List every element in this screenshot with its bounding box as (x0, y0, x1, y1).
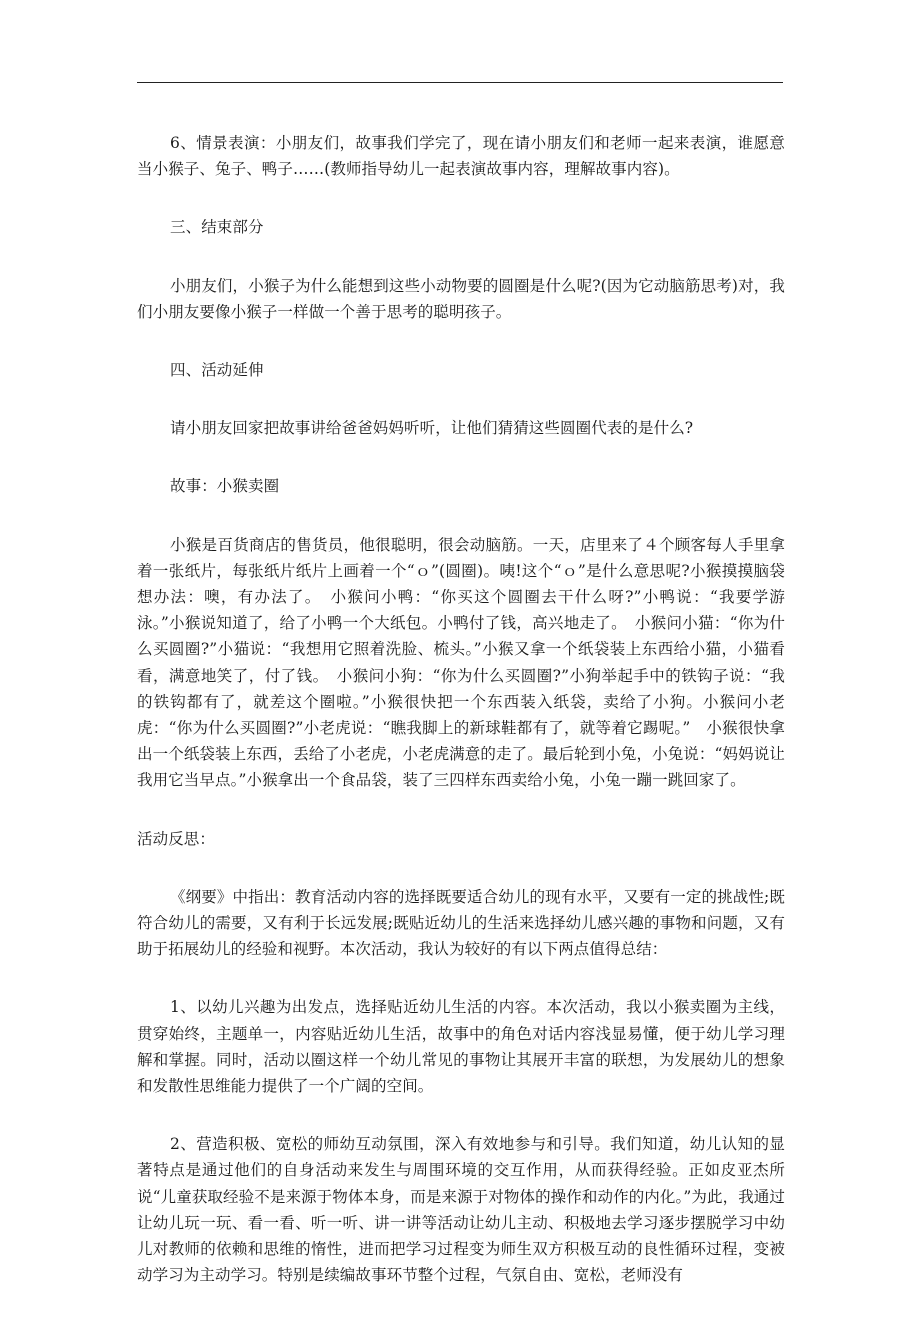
paragraph-ending: 小朋友们，小猴子为什么能想到这些小动物要的圆圈是什么呢?(因为它动脑筋思考)对，我们小朋友要像小猴子一样做一个善于思考的聪明孩子。 (137, 276, 785, 321)
paragraph-extension: 请小朋友回家把故事讲给爸爸妈妈听听，让他们猜猜这些圆圈代表的是什么? (170, 419, 694, 438)
section-heading-ending: 三、结束部分 (170, 218, 264, 237)
story-title: 故事：小猴卖圈 (170, 477, 280, 496)
paragraph-reflection-point-2: 2、营造积极、宽松的师幼互动氛围，深入有效地参与和引导。我们知道，幼儿认知的显著特点是通过他们的自身活动来发生与周围环境的交互作用，从而获得经验。正如皮亚杰所说“儿童获取经验不是来源于物体本身，而是来源于对物体的操作和动作的内化。”为此，我通过让幼儿玩一玩、看一看、听一听、讲一讲等活动让幼儿主动、积极地去学习逐步摆脱学习中幼儿对教师的依赖和思维的惰性，进而把学习过程变为师生双方积极互动的良性循环过程，变被动学习为主动学习。特别是续编故事环节整个过程，气氛自由、宽松，老师没有 (137, 1135, 785, 1285)
header-rule (137, 82, 783, 83)
document-body (137, 130, 785, 1321)
paragraph-reflection-point-1: 1、以幼儿兴趣为出发点，选择贴近幼儿生活的内容。本次活动，我以小猴卖圈为主线，贯穿始终，主题单一，内容贴近幼儿生活，故事中的角色对话内容浅显易懂，便于幼儿学习理解和掌握。同时，活动以圈这样一个幼儿常见的事物让其展开丰富的联想，为发展幼儿的想象和发散性思维能力提供了一个广阔的空间。 (137, 998, 785, 1096)
paragraph-reflection-intro: 《纲要》中指出：教育活动内容的选择既要适合幼儿的现有水平，又要有一定的挑战性;既符合幼儿的需要，又有利于长远发展;既贴近幼儿的生活来选择幼儿感兴趣的事物和问题，又有助于拓展幼儿的经验和视野。本次活动，我认为较好的有以下两点值得总结： (137, 887, 785, 959)
paragraph-scene-performance: 6、情景表演：小朋友们，故事我们学完了，现在请小朋友们和老师一起来表演，谁愿意当小猴子、兔子、鸭子……(教师指导幼儿一起表演故事内容，理解故事内容)。 (137, 134, 785, 179)
paragraph-story: 小猴是百货商店的售货员，他很聪明，很会动脑筋。一天，店里来了４个顾客每人手里拿着一张纸片，每张纸片纸片上画着一个“ｏ”(圆圈)。咦!这个“ｏ”是什么意思呢?小猴摸摸脑袋想办法：噢，有办法了。 小猴问小鸭：“你买这个圆圈去干什么呀?”小鸭说：“我要学游泳。”小猴说知道了，给了小鸭一个大纸包。小鸭付了钱，高兴地走了。 小猴问小猫：“你为什么买圆圈?”小猫说：“我想用它照着洗脸、梳头。”小猴又拿一个纸袋装上东西给小猫，小猫看看，满意地笑了，付了钱。 小猴问小狗：“你为什么买圆圈?”小狗举起手中的铁钩子说：“我的铁钩都有了，就差这个圈啦。”小猴很快把一个东西装入纸袋，卖给了小狗。小猴问小老虎：“你为什么买圆圈?”小老虎说：“瞧我脚上的新球鞋都有了，就等着它踢呢。” 小猴很快拿出一个纸袋装上东西，丢给了小老虎，小老虎满意的走了。最后轮到小兔，小兔说：“妈妈说让我用它当早点。”小猴拿出一个食品袋，装了三四样东西卖给小兔，小兔一蹦一跳回家了。 (137, 535, 785, 790)
section-heading-extension: 四、活动延伸 (170, 361, 264, 380)
section-heading-reflection: 活动反思： (137, 829, 216, 848)
